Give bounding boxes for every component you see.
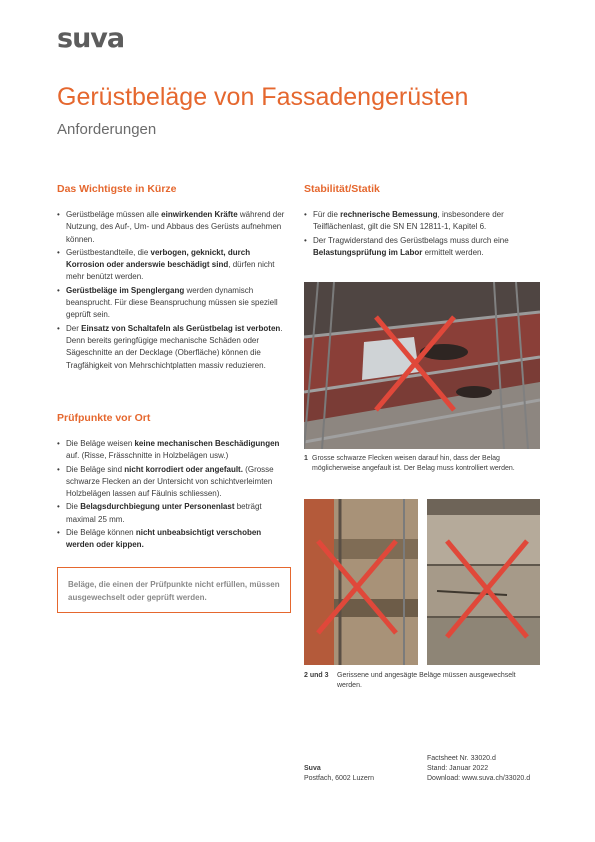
photo-2-image	[304, 499, 418, 665]
caption-2-3-text: Gerissene und angesägte Beläge müssen ausgewechselt werden.	[337, 672, 516, 689]
list-item: • Gerüstbeläge im Spenglergang werden dynamisch beansprucht. Für diese Beanspruchung müssen sie speziell geprüft sein.	[57, 285, 289, 322]
suva-logo: suva	[57, 23, 125, 54]
photo-1-image	[304, 282, 540, 449]
caption-2-3-number: 2 und 3	[304, 672, 329, 679]
footer-factsheet: Factsheet Nr. 33020.d	[427, 755, 496, 762]
list-item: • Für die rechnerische Bemessung, insbesondere der Teilflächenlast, gilt die SN EN 12811-1, Kapitel 6.	[304, 209, 540, 234]
caption-1	[304, 454, 540, 484]
statik-list	[304, 209, 540, 260]
pruefpunkte-list	[57, 438, 289, 553]
footer-download: Download: www.suva.ch/33020.d	[427, 775, 531, 782]
section-heading-wichtigste: Das Wichtigste in Kürze	[57, 183, 177, 195]
list-item: • Der Einsatz von Schaltafeln als Gerüstbelag ist verboten. Denn bereits geringfügige mechanische Schäden oder Sägeschnitte an der Decklage (Oberfläche) können die Tragfähigkeit von Mehrschichtplatten massiv reduzieren.	[57, 323, 289, 372]
list-item: • Die Beläge können nicht unbeabsichtigt verschoben werden oder kippen.	[57, 527, 289, 552]
list-item: • Gerüstbeläge müssen alle einwirkenden Kräfte während der Nutzung, des Auf-, Um- und Abbaus des Gerüsts aufnehmen können.	[57, 209, 289, 246]
list-item: • Gerüstbestandteile, die verbogen, geknickt, durch Korrosion oder anderswie beschädigt sind, dürfen nicht mehr benützt werden.	[57, 247, 289, 284]
photo-2-damaged-plank	[304, 499, 418, 665]
photo-1-rotten-underside	[304, 282, 540, 449]
warning-text: Beläge, die einen der Prüfpunkte nicht erfüllen, müssen ausgewechselt oder geprüft werden.	[68, 580, 280, 602]
footer-stand: Stand: Januar 2022	[427, 765, 489, 772]
footer-address: Postfach, 6002 Luzern	[304, 775, 375, 782]
photo-3-sawn-plank	[427, 499, 540, 665]
warning-box	[57, 567, 291, 613]
caption-2-3	[304, 671, 540, 691]
caption-1-text: Grosse schwarze Flecken weisen darauf hin, dass der Belag möglicherweise angefault ist. Der Belag muss kontrolliert werden.	[312, 455, 515, 472]
section-heading-statik: Stabilität/Statik	[304, 183, 380, 195]
section-heading-pruefpunkte: Prüfpunkte vor Ort	[57, 412, 151, 424]
wichtigste-list	[57, 209, 289, 373]
list-item: • Der Tragwiderstand des Gerüstbelags muss durch eine Belastungsprüfung im Labor ermittelt werden.	[304, 235, 540, 260]
list-item: • Die Belagsdurchbiegung unter Personenlast beträgt maximal 25 mm.	[57, 501, 289, 526]
footer-org: Suva	[304, 765, 321, 772]
page-title: Gerüstbeläge von Fassadengerüsten	[57, 83, 469, 111]
page-subtitle: Anforderungen	[57, 121, 157, 138]
photo-3-image	[427, 499, 540, 665]
list-item: • Die Beläge sind nicht korrodiert oder angefault. (Grosse schwarze Flecken an der Untersicht von schichtverleimten Holzbelägen lassen auf Fäulnis schliessen).	[57, 464, 289, 501]
caption-1-number: 1	[304, 455, 308, 462]
list-item: • Die Beläge weisen keine mechanischen Beschädigungen auf. (Risse, Frässchnitte in Holzbelägen usw.)	[57, 438, 289, 463]
